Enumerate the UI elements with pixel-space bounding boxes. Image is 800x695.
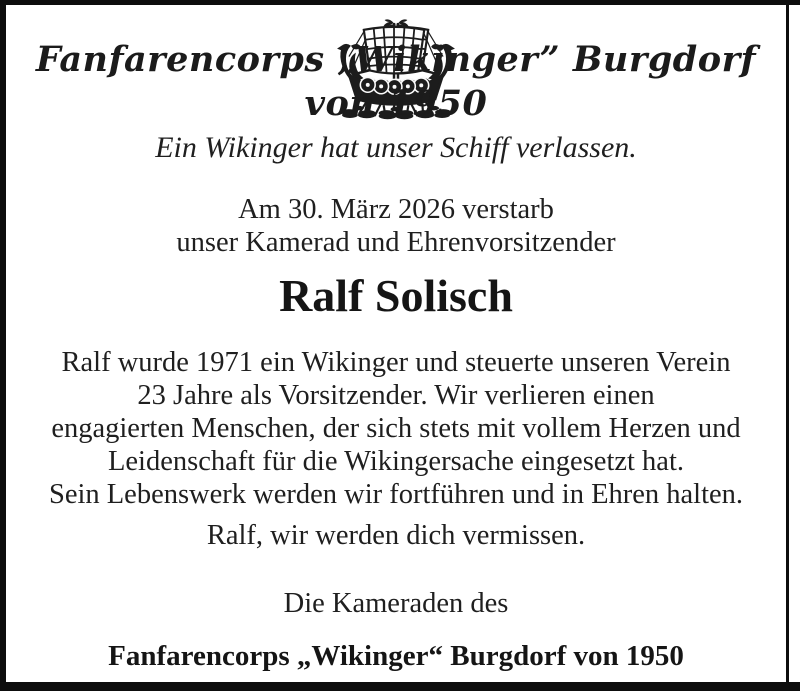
death-announcement (6, 193, 786, 259)
eulogy-line: Sein Lebenswerk werden wir fortführen und in Ehren halten. (48, 479, 744, 510)
organization-name-line1: Fanfarencorps „Wikinger” Burgdorf (35, 39, 757, 80)
frame-border-right (786, 0, 789, 691)
frame-border-bottom (0, 682, 800, 691)
farewell-line: Ralf, wir werden dich vermissen. (206, 520, 586, 551)
eulogy-line: 23 Jahre als Vorsitzender. Wir verlieren einen (137, 380, 655, 411)
organization-header (6, 38, 786, 126)
eulogy-line: Leidenschaft für die Wikingersache eingesetzt hat. (108, 446, 684, 477)
eulogy-line: Ralf wurde 1971 ein Wikinger und steuerte unseren Verein (61, 347, 731, 378)
death-announcement-line2: unser Kamerad und Ehrenvorsitzender (176, 227, 616, 258)
notice-content (6, 5, 786, 682)
eulogy-text (6, 346, 786, 511)
signature-intro: Die Kameraden des (283, 588, 509, 619)
deceased-name: Ralf Solisch (279, 270, 513, 321)
eulogy-line: engagierten Menschen, der sich stets mit vollem Herzen und (51, 413, 741, 444)
organization-name-line2: von 1950 (304, 83, 488, 124)
death-announcement-line1: Am 30. März 2026 verstarb (238, 194, 554, 225)
signature-organization: Fanfarencorps „Wikinger“ Burgdorf von 1950 (108, 640, 684, 672)
motto-line: Ein Wikinger hat unser Schiff verlassen. (155, 131, 637, 164)
